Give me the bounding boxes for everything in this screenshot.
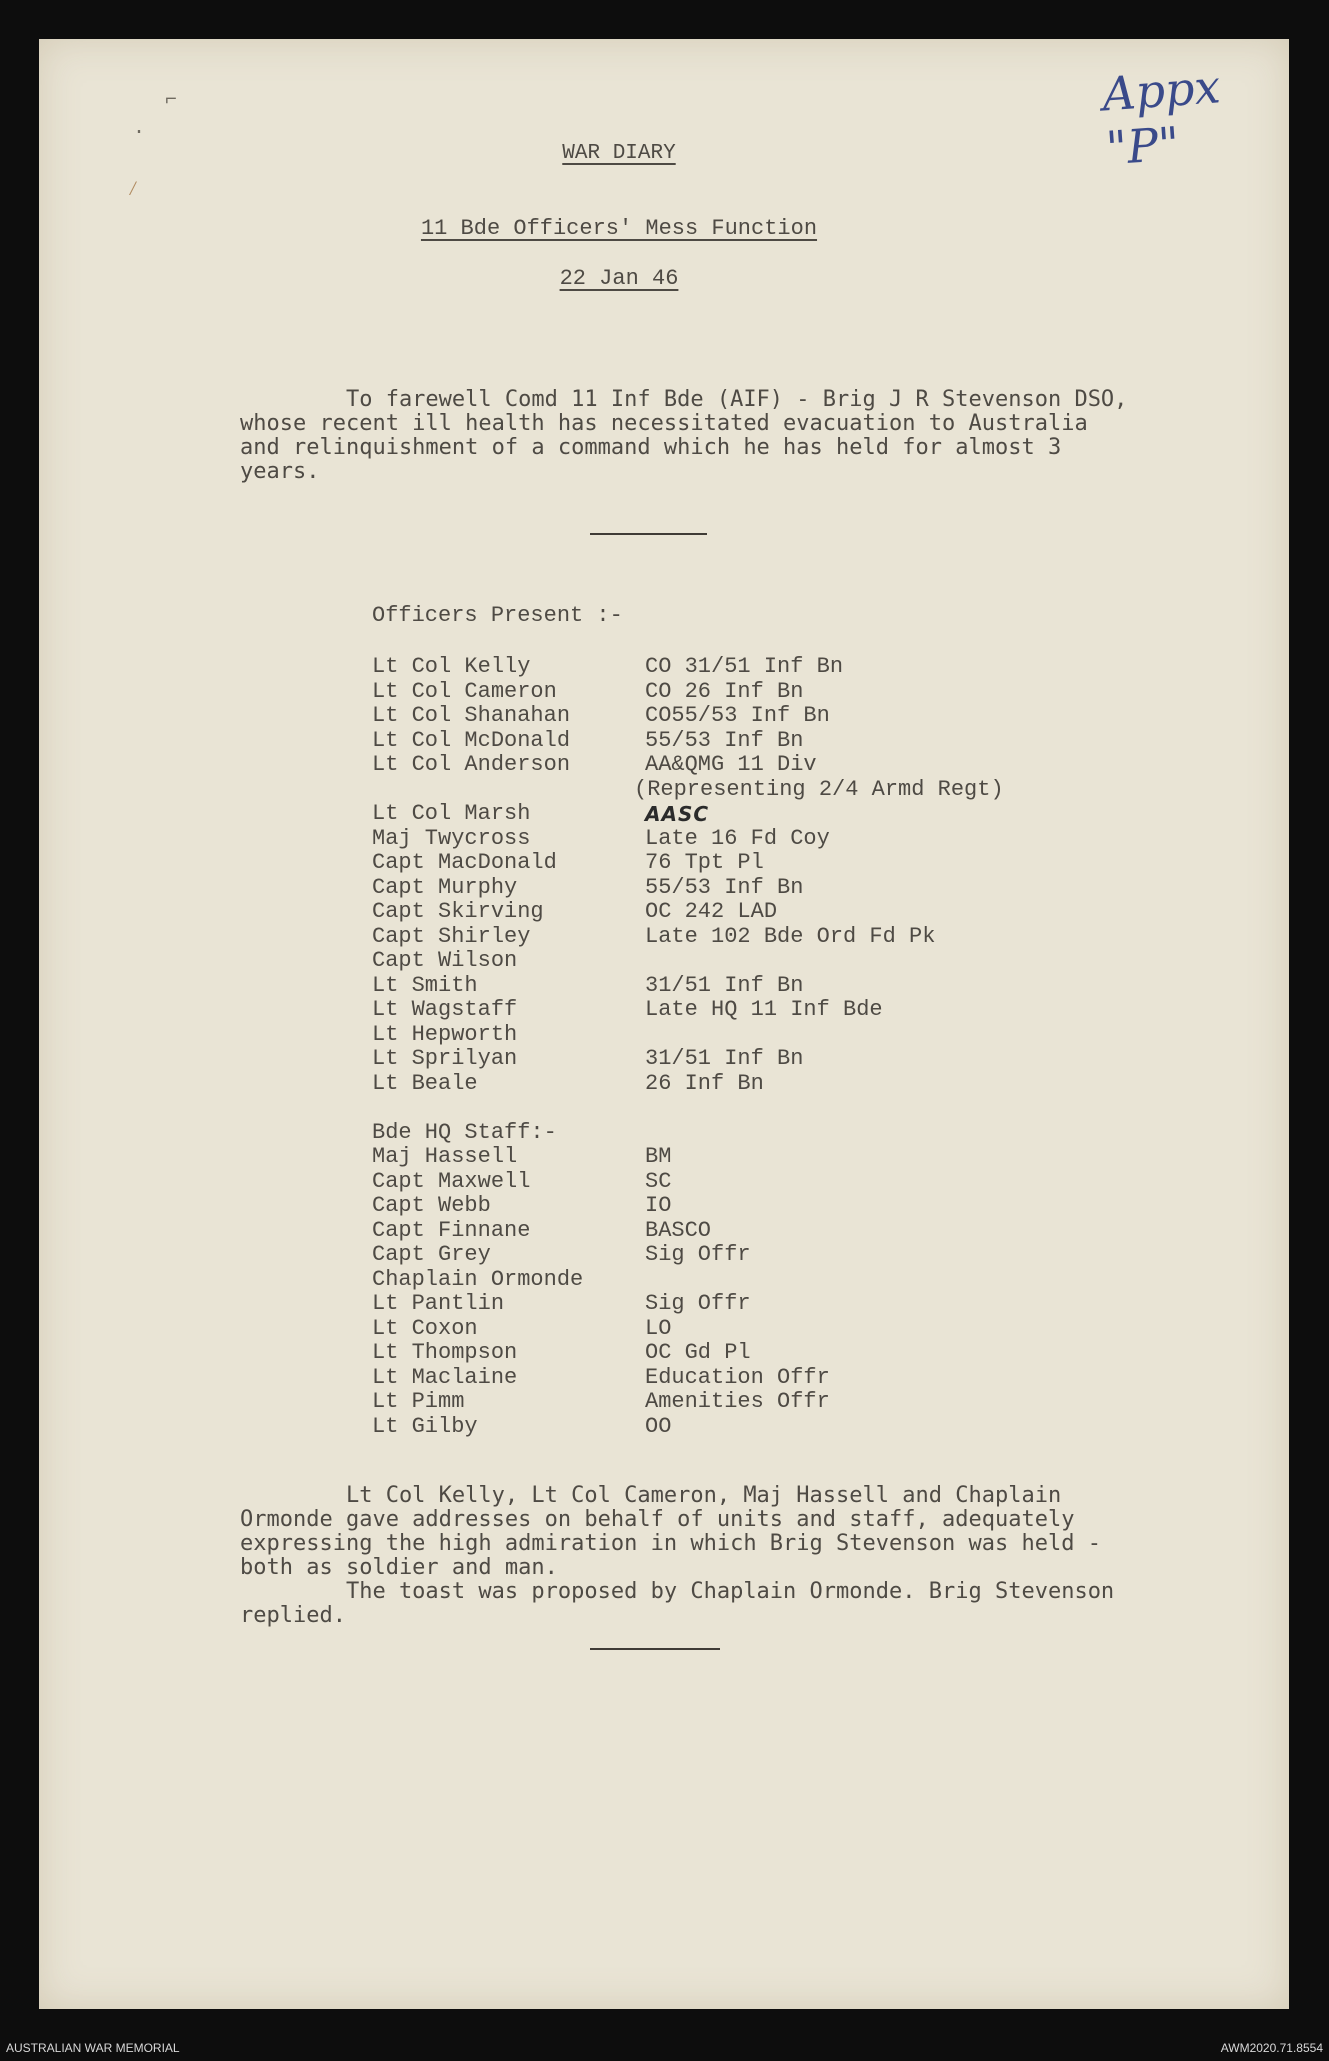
officer-row <box>372 1047 1132 1072</box>
divider <box>590 533 707 535</box>
officer-row <box>372 876 1132 901</box>
officer-name: Lt Hepworth <box>372 1021 518 1047</box>
officer-unit: 31/51 Inf Bn <box>645 972 804 998</box>
officer-name: Capt Skirving <box>372 899 544 924</box>
pin-mark: ⌐ <box>165 89 178 112</box>
officer-name: Lt Coxon <box>372 1315 478 1341</box>
officer-name: Capt Grey <box>372 1242 491 1267</box>
paragraph-line: whose recent ill health has necessitated evacuation to Australia <box>240 411 1088 436</box>
officer-name: Lt Col Anderson <box>372 752 571 777</box>
officer-row <box>372 778 1132 803</box>
officer-row <box>372 753 1132 778</box>
officer-unit: Sig Offr <box>645 1291 751 1316</box>
officer-row <box>372 655 1132 680</box>
paragraph-line: both as soldier and man. <box>240 1555 558 1580</box>
officer-name: Maj Twycross <box>372 825 531 851</box>
officer-name: Lt Beale <box>372 1070 478 1096</box>
officer-name: Lt Col Kelly <box>372 654 531 679</box>
officer-unit: OC 242 LAD <box>645 899 778 924</box>
officer-name: Lt Sprilyan <box>372 1046 518 1071</box>
officer-row <box>372 1023 1132 1048</box>
officer-unit: LO <box>645 1315 672 1341</box>
document-page <box>39 39 1289 2009</box>
officer-name: Capt Webb <box>372 1193 491 1218</box>
staff-row <box>372 1390 1132 1415</box>
officer-row <box>372 704 1132 729</box>
officer-unit: Late 102 Bde Ord Fd Pk <box>645 923 936 949</box>
officer-name: Lt Wagstaff <box>372 997 518 1022</box>
officer-row <box>372 851 1132 876</box>
officer-name: Capt MacDonald <box>372 850 557 875</box>
staff-row <box>372 1415 1132 1440</box>
officer-name: Lt Pantlin <box>372 1291 505 1316</box>
officer-name: Capt Shirley <box>372 923 531 949</box>
list-spacer <box>372 1096 1132 1121</box>
officer-unit: 26 Inf Bn <box>645 1070 764 1096</box>
officer-row <box>372 729 1132 754</box>
officer-unit: 31/51 Inf Bn <box>645 1046 804 1071</box>
officer-name: Capt Maxwell <box>372 1168 531 1194</box>
paragraph-line: Ormonde gave addresses on behalf of units and staff, adequately <box>240 1507 1075 1532</box>
officer-row <box>372 802 1132 827</box>
officer-name: Lt Smith <box>372 972 478 998</box>
officer-row <box>372 974 1132 999</box>
officer-row <box>372 998 1132 1023</box>
officer-name: Lt Col Shanahan <box>372 703 571 728</box>
officers-list <box>372 655 1132 1439</box>
officers-present-label: Officers Present :- <box>372 603 623 628</box>
officer-name: Capt Murphy <box>372 874 518 900</box>
officer-unit: Late 16 Fd Coy <box>645 825 830 851</box>
closing-paragraph <box>240 1484 1220 1628</box>
officer-row <box>372 925 1132 950</box>
footer-credit: AUSTRALIAN WAR MEMORIAL <box>6 2041 180 2055</box>
document-subtitle: 11 Bde Officers' Mess Function <box>420 216 818 241</box>
officer-unit: IO <box>645 1193 672 1218</box>
staff-row <box>372 1292 1132 1317</box>
officer-name: Lt Pimm <box>372 1389 465 1414</box>
staff-row <box>372 1268 1132 1293</box>
officer-name: Lt Thompson <box>372 1340 518 1365</box>
staff-row <box>372 1145 1132 1170</box>
staff-row <box>372 1219 1132 1244</box>
document-title: WAR DIARY <box>562 142 676 165</box>
staff-row <box>372 1366 1132 1391</box>
officer-unit: CO55/53 Inf Bn <box>645 703 830 728</box>
paragraph-line: replied. <box>240 1603 346 1628</box>
officer-unit: (Representing 2/4 Armd Regt) <box>634 776 1004 802</box>
officer-name: Lt Gilby <box>372 1413 478 1439</box>
officer-row <box>372 1072 1132 1097</box>
paragraph-line: Lt Col Kelly, Lt Col Cameron, Maj Hassell and Chaplain <box>240 1483 1062 1508</box>
footer-accession: AWM2020.71.8554 <box>1220 2041 1323 2055</box>
officer-name: Maj Hassell <box>372 1144 518 1169</box>
paragraph-line: The toast was proposed by Chaplain Ormonde. Brig Stevenson <box>240 1579 1115 1604</box>
staff-row <box>372 1317 1132 1342</box>
officer-unit: BASCO <box>645 1217 712 1243</box>
pin-mark: · <box>133 121 146 144</box>
officer-name: Lt Maclaine <box>372 1364 518 1390</box>
officer-unit: 76 Tpt Pl <box>645 850 764 875</box>
officer-unit: 55/53 Inf Bn <box>645 727 804 753</box>
document-date: 22 Jan 46 <box>559 266 679 291</box>
staff-row <box>372 1243 1132 1268</box>
paragraph-line: and relinquishment of a command which he has held for almost 3 <box>240 435 1062 460</box>
officer-name: Lt Col McDonald <box>372 727 571 753</box>
officer-unit: Amenities Offr <box>645 1389 830 1414</box>
handwritten-unit: AASC <box>645 802 710 826</box>
officer-row <box>372 827 1132 852</box>
officer-unit: AA&QMG 11 Div <box>645 752 817 777</box>
rust-stain: ⁄ <box>127 179 140 202</box>
officer-unit: OO <box>645 1413 672 1439</box>
paragraph-line: years. <box>240 459 320 484</box>
officer-name: Lt Col Marsh <box>372 801 531 826</box>
paragraph-line: expressing the high admiration in which Brig Stevenson was held - <box>240 1531 1101 1556</box>
officer-row <box>372 949 1132 974</box>
officer-unit: SC <box>645 1168 672 1194</box>
officer-name: Capt Wilson <box>372 948 518 973</box>
officer-unit: Education Offr <box>645 1364 830 1390</box>
officer-name: Capt Finnane <box>372 1217 531 1243</box>
officer-unit: 55/53 Inf Bn <box>645 874 804 900</box>
appendix-note: Appx "P" <box>1100 59 1223 176</box>
officer-unit: Sig Offr <box>645 1242 751 1267</box>
staff-row <box>372 1194 1132 1219</box>
officer-name: Chaplain Ormonde <box>372 1266 584 1292</box>
divider <box>590 1648 720 1650</box>
staff-row <box>372 1170 1132 1195</box>
officer-name: Lt Col Cameron <box>372 678 557 704</box>
staff-row <box>372 1341 1132 1366</box>
intro-paragraph <box>240 388 1220 484</box>
paragraph-line: To farewell Comd 11 Inf Bde (AIF) - Brig J R Stevenson DSO, <box>240 387 1128 412</box>
officer-unit: CO 26 Inf Bn <box>645 678 804 704</box>
officer-unit: BM <box>645 1144 672 1169</box>
officer-unit: CO 31/51 Inf Bn <box>645 654 844 679</box>
officer-unit: Late HQ 11 Inf Bde <box>645 997 883 1022</box>
officer-row <box>372 680 1132 705</box>
officer-row <box>372 900 1132 925</box>
officer-unit: OC Gd Pl <box>645 1340 751 1365</box>
staff-label: Bde HQ Staff:- <box>372 1119 557 1145</box>
